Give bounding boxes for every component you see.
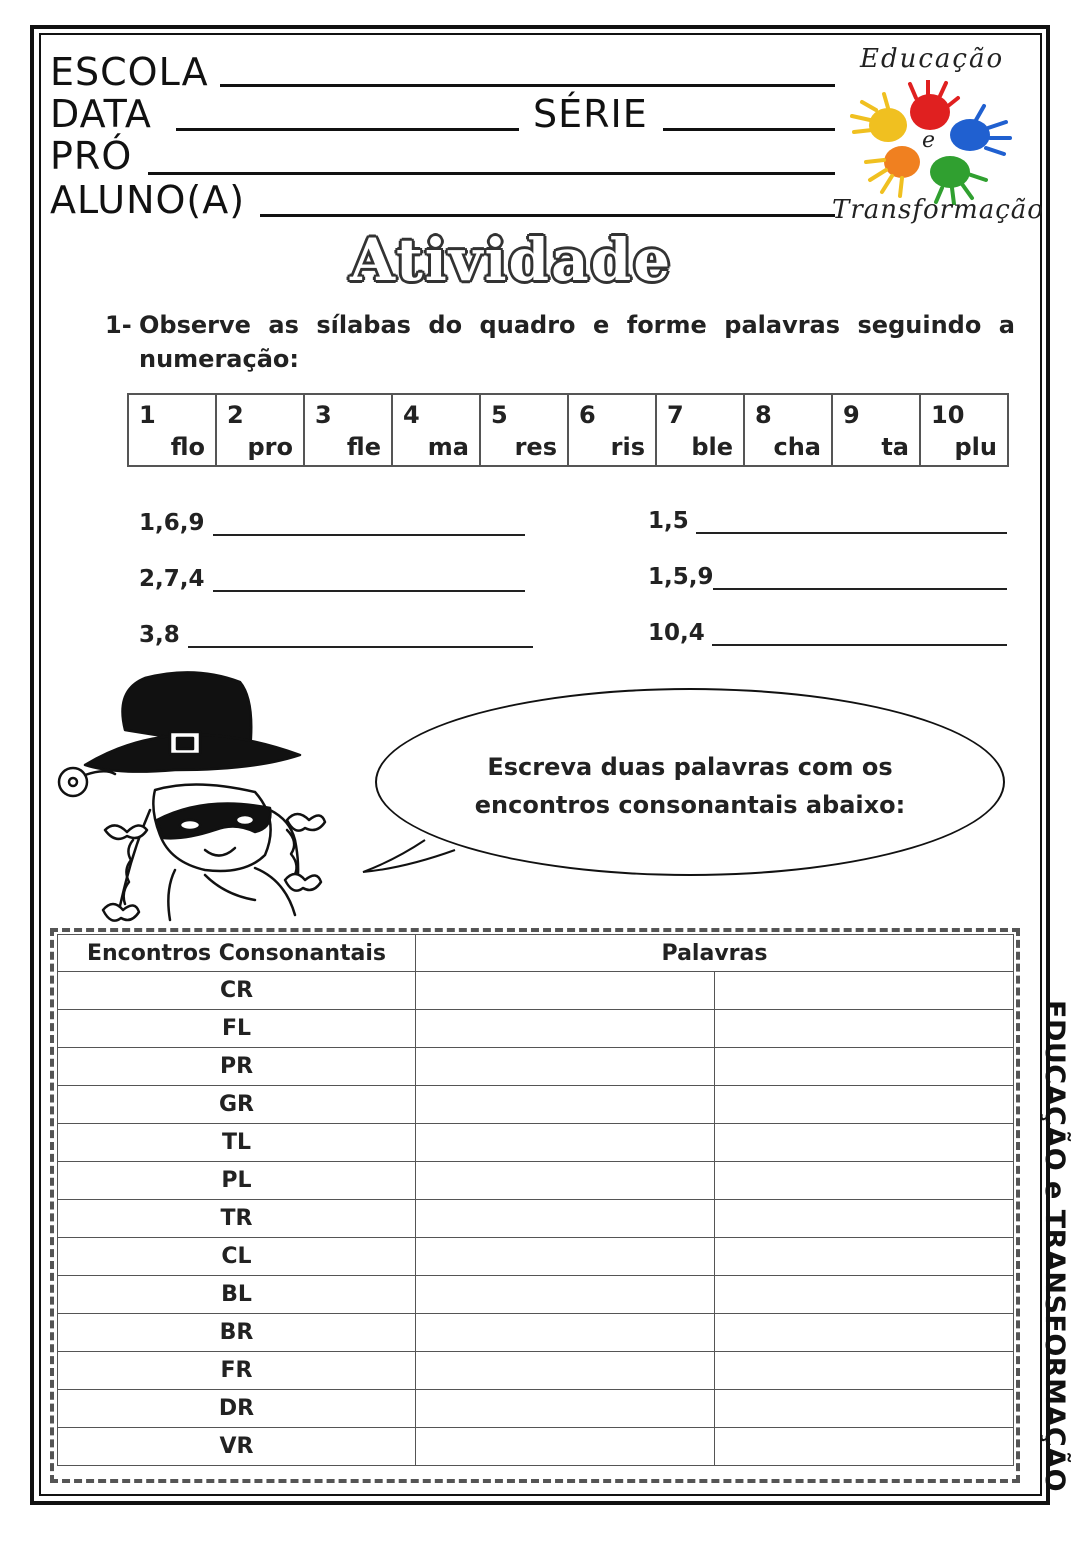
table-row xyxy=(58,1352,1014,1390)
table-row xyxy=(58,1276,1014,1314)
side-label-text: EDUCAÇÃO e TRANSFORMAÇÃO xyxy=(1039,1000,1070,1493)
question-1 xyxy=(105,308,1015,376)
word-answer-cell[interactable] xyxy=(416,1390,715,1428)
word-answer-cell[interactable] xyxy=(416,1238,715,1276)
word-answer-cell[interactable] xyxy=(715,1276,1014,1314)
bubble-line-1: Escreva duas palavras com os xyxy=(487,753,893,781)
escola-field[interactable] xyxy=(220,84,835,87)
exercise-label: 1,6,9 xyxy=(139,510,205,536)
syllable-table xyxy=(127,393,1009,467)
logo-text-middle: e xyxy=(922,128,936,153)
speech-bubble-text xyxy=(440,748,940,824)
cluster-label: TR xyxy=(58,1200,416,1238)
serie-label: SÉRIE xyxy=(533,92,648,136)
syllable-cell: 10 plu xyxy=(920,394,1008,466)
cluster-label: BL xyxy=(58,1276,416,1314)
escola-label: ESCOLA xyxy=(50,50,209,94)
word-answer-cell[interactable] xyxy=(715,1390,1014,1428)
word-answer-cell[interactable] xyxy=(715,972,1014,1010)
exercise-answer-line[interactable] xyxy=(213,534,525,536)
word-answer-cell[interactable] xyxy=(715,1428,1014,1466)
word-answer-cell[interactable] xyxy=(416,1276,715,1314)
table-row xyxy=(58,1162,1014,1200)
exercise-label: 1,5,9 xyxy=(648,564,714,590)
pro-label: PRÓ xyxy=(50,134,133,178)
aluno-label: ALUNO(A) xyxy=(50,178,246,222)
table-row xyxy=(58,1428,1014,1466)
table-row xyxy=(58,1238,1014,1276)
cluster-label: FR xyxy=(58,1352,416,1390)
exercise-label: 3,8 xyxy=(139,622,180,648)
exercise-answer-line[interactable] xyxy=(713,588,1007,590)
logo-text-top: Educação xyxy=(860,44,1005,74)
word-answer-cell[interactable] xyxy=(715,1010,1014,1048)
word-answer-cell[interactable] xyxy=(416,1314,715,1352)
table-row xyxy=(58,1048,1014,1086)
table-row xyxy=(58,1390,1014,1428)
word-answer-cell[interactable] xyxy=(416,1200,715,1238)
syllable-cell: 6 ris xyxy=(568,394,656,466)
data-field[interactable] xyxy=(176,128,519,131)
word-answer-cell[interactable] xyxy=(715,1200,1014,1238)
word-answer-cell[interactable] xyxy=(715,1162,1014,1200)
logo-text-bottom: Transformação xyxy=(832,195,1044,225)
cluster-label: FL xyxy=(58,1010,416,1048)
column-header-palavras: Palavras xyxy=(416,935,1014,972)
syllable-cell: 4 ma xyxy=(392,394,480,466)
word-answer-cell[interactable] xyxy=(715,1352,1014,1390)
bubble-line-2: encontros consonantais abaixo: xyxy=(474,791,906,819)
table-row xyxy=(58,1010,1014,1048)
word-answer-cell[interactable] xyxy=(416,1010,715,1048)
exercise-label: 10,4 xyxy=(648,620,705,646)
cluster-label: TL xyxy=(58,1124,416,1162)
exercise-label: 2,7,4 xyxy=(139,566,205,592)
cluster-label: CL xyxy=(58,1238,416,1276)
aluno-field[interactable] xyxy=(260,214,835,217)
question-number: 1- xyxy=(105,311,132,339)
word-answer-cell[interactable] xyxy=(715,1048,1014,1086)
exercise-answer-line[interactable] xyxy=(188,646,533,648)
word-answer-cell[interactable] xyxy=(416,1162,715,1200)
cluster-label: VR xyxy=(58,1428,416,1466)
cluster-label: DR xyxy=(58,1390,416,1428)
speech-bubble-tail xyxy=(355,820,475,880)
syllable-cell: 5 res xyxy=(480,394,568,466)
question-text: Observe as sílabas do quadro e forme palavras seguindo a numeração: xyxy=(139,311,1015,373)
word-answer-cell[interactable] xyxy=(416,1048,715,1086)
page-title: Atividade xyxy=(350,226,673,294)
word-answer-cell[interactable] xyxy=(715,1238,1014,1276)
data-label: DATA xyxy=(50,92,152,136)
table-row xyxy=(58,1124,1014,1162)
cluster-label: PR xyxy=(58,1048,416,1086)
syllable-cell: 7 ble xyxy=(656,394,744,466)
table-row xyxy=(58,1200,1014,1238)
word-answer-cell[interactable] xyxy=(416,1428,715,1466)
cluster-label: PL xyxy=(58,1162,416,1200)
syllable-cell: 9 ta xyxy=(832,394,920,466)
syllable-cell: 2 pro xyxy=(216,394,304,466)
character-illustration-icon xyxy=(55,670,355,930)
serie-field[interactable] xyxy=(663,128,835,131)
word-answer-cell[interactable] xyxy=(416,1086,715,1124)
word-answer-cell[interactable] xyxy=(416,1124,715,1162)
syllable-cell: 1 flo xyxy=(128,394,216,466)
exercise-answer-line[interactable] xyxy=(213,590,525,592)
word-answer-cell[interactable] xyxy=(715,1086,1014,1124)
exercise-answer-line[interactable] xyxy=(696,532,1007,534)
cluster-label: GR xyxy=(58,1086,416,1124)
cluster-label: CR xyxy=(58,972,416,1010)
exercise-label: 1,5 xyxy=(648,508,689,534)
syllable-cell: 8 cha xyxy=(744,394,832,466)
table-row xyxy=(58,1314,1014,1352)
word-answer-cell[interactable] xyxy=(416,1352,715,1390)
syllable-cell: 3 fle xyxy=(304,394,392,466)
consonant-table xyxy=(57,934,1014,1466)
table-row xyxy=(58,1086,1014,1124)
word-answer-cell[interactable] xyxy=(715,1314,1014,1352)
table-row xyxy=(58,972,1014,1010)
pro-field[interactable] xyxy=(148,172,835,175)
side-label xyxy=(1034,1000,1074,1493)
column-header-encontros: Encontros Consonantais xyxy=(58,935,416,972)
word-answer-cell[interactable] xyxy=(715,1124,1014,1162)
word-answer-cell[interactable] xyxy=(416,972,715,1010)
exercise-answer-line[interactable] xyxy=(712,644,1007,646)
cluster-label: BR xyxy=(58,1314,416,1352)
